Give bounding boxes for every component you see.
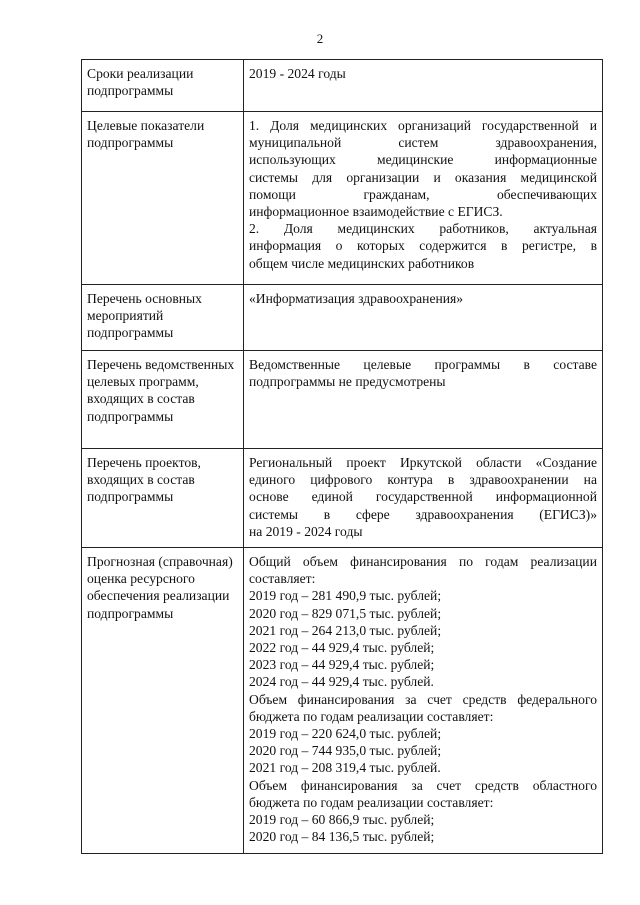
row-label: Перечень проектов, входящих в состав подпрограммы xyxy=(82,449,244,548)
value-line: помощи гражданам, обеспечивающих xyxy=(249,186,597,202)
row-value xyxy=(244,449,603,548)
value-line: 2020 год – 84 136,5 тыс. рублей; xyxy=(249,829,435,845)
table-row xyxy=(82,548,603,854)
value-line: 2020 год – 744 935,0 тыс. рублей; xyxy=(249,743,442,759)
value-line: 2019 год – 60 866,9 тыс. рублей; xyxy=(249,812,435,828)
value-line: информационное взаимодействие с ЕГИСЗ. xyxy=(249,204,503,220)
table-row xyxy=(82,112,603,285)
value-line: системы для организации и оказания медицинской xyxy=(249,169,597,185)
value-line: Объем финансирования за счет средств федерального xyxy=(249,691,597,707)
value-line: 2020 год – 829 071,5 тыс. рублей; xyxy=(249,605,442,621)
value-line: «Информатизация здравоохранения» xyxy=(249,291,464,306)
value-line: подпрограммы не предусмотрены xyxy=(249,374,446,390)
table-row xyxy=(82,351,603,449)
value-line: 2024 год – 44 929,4 тыс. рублей. xyxy=(249,674,434,690)
row-value xyxy=(244,112,603,285)
value-line: Объем финансирования за счет средств областного xyxy=(249,777,597,793)
value-line: Общий объем финансирования по годам реализации xyxy=(249,554,597,569)
value-line: основе единой государственной информационной xyxy=(249,489,597,505)
row-label: Прогнозная (справочная) оценка ресурсного обеспечения реализации подпрограммы xyxy=(82,548,244,854)
value-line: составляет: xyxy=(249,571,316,587)
value-line: 2. Доля медицинских работников, актуальная xyxy=(249,221,597,237)
value-line: 1. Доля медицинских организаций государственной и xyxy=(249,118,597,133)
value-line: общем числе медицинских работников xyxy=(249,255,475,271)
row-label: Перечень основных мероприятий подпрограммы xyxy=(82,285,244,351)
value-line: Ведомственные целевые программы в составе xyxy=(249,357,597,372)
row-label: Перечень ведомственных целевых программ, входящих в состав подпрограммы xyxy=(82,351,244,449)
page-number: 2 xyxy=(316,31,324,46)
row-value xyxy=(244,548,603,854)
value-line: 2021 год – 264 213,0 тыс. рублей; xyxy=(249,622,442,638)
value-line: информация о которых содержится в регистре, в xyxy=(249,238,597,254)
value-line: единого цифрового контура в здравоохранении на xyxy=(249,472,597,488)
row-value xyxy=(244,285,603,351)
table-row xyxy=(82,449,603,548)
row-value xyxy=(244,60,603,112)
subprogram-passport-table xyxy=(81,59,603,854)
table-row xyxy=(82,285,603,351)
value-line: 2023 год – 44 929,4 тыс. рублей; xyxy=(249,657,435,673)
value-line: 2019 год – 220 624,0 тыс. рублей; xyxy=(249,726,442,742)
value-line: муниципальной систем здравоохранения, xyxy=(249,135,597,151)
value-line: Региональный проект Иркутской области «Создание xyxy=(249,455,597,470)
value-line: бюджета по годам реализации составляет: xyxy=(249,794,494,810)
value-line: на 2019 - 2024 годы xyxy=(249,523,363,539)
value-line: бюджета по годам реализации составляет: xyxy=(249,708,494,724)
value-line: 2021 год – 208 319,4 тыс. рублей. xyxy=(249,760,441,776)
table-row xyxy=(82,60,603,112)
value-line: 2019 год – 281 490,9 тыс. рублей; xyxy=(249,588,442,604)
row-label: Сроки реализации подпрограммы xyxy=(82,60,244,112)
row-value xyxy=(244,351,603,449)
value-line: использующих медицинские информационные xyxy=(249,152,597,168)
value-line: 2022 год – 44 929,4 тыс. рублей; xyxy=(249,640,435,656)
row-label: Целевые показатели подпрограммы xyxy=(82,112,244,285)
value-line: системы в сфере здравоохранения (ЕГИСЗ)» xyxy=(249,506,597,522)
value-line: 2019 - 2024 годы xyxy=(249,66,346,81)
